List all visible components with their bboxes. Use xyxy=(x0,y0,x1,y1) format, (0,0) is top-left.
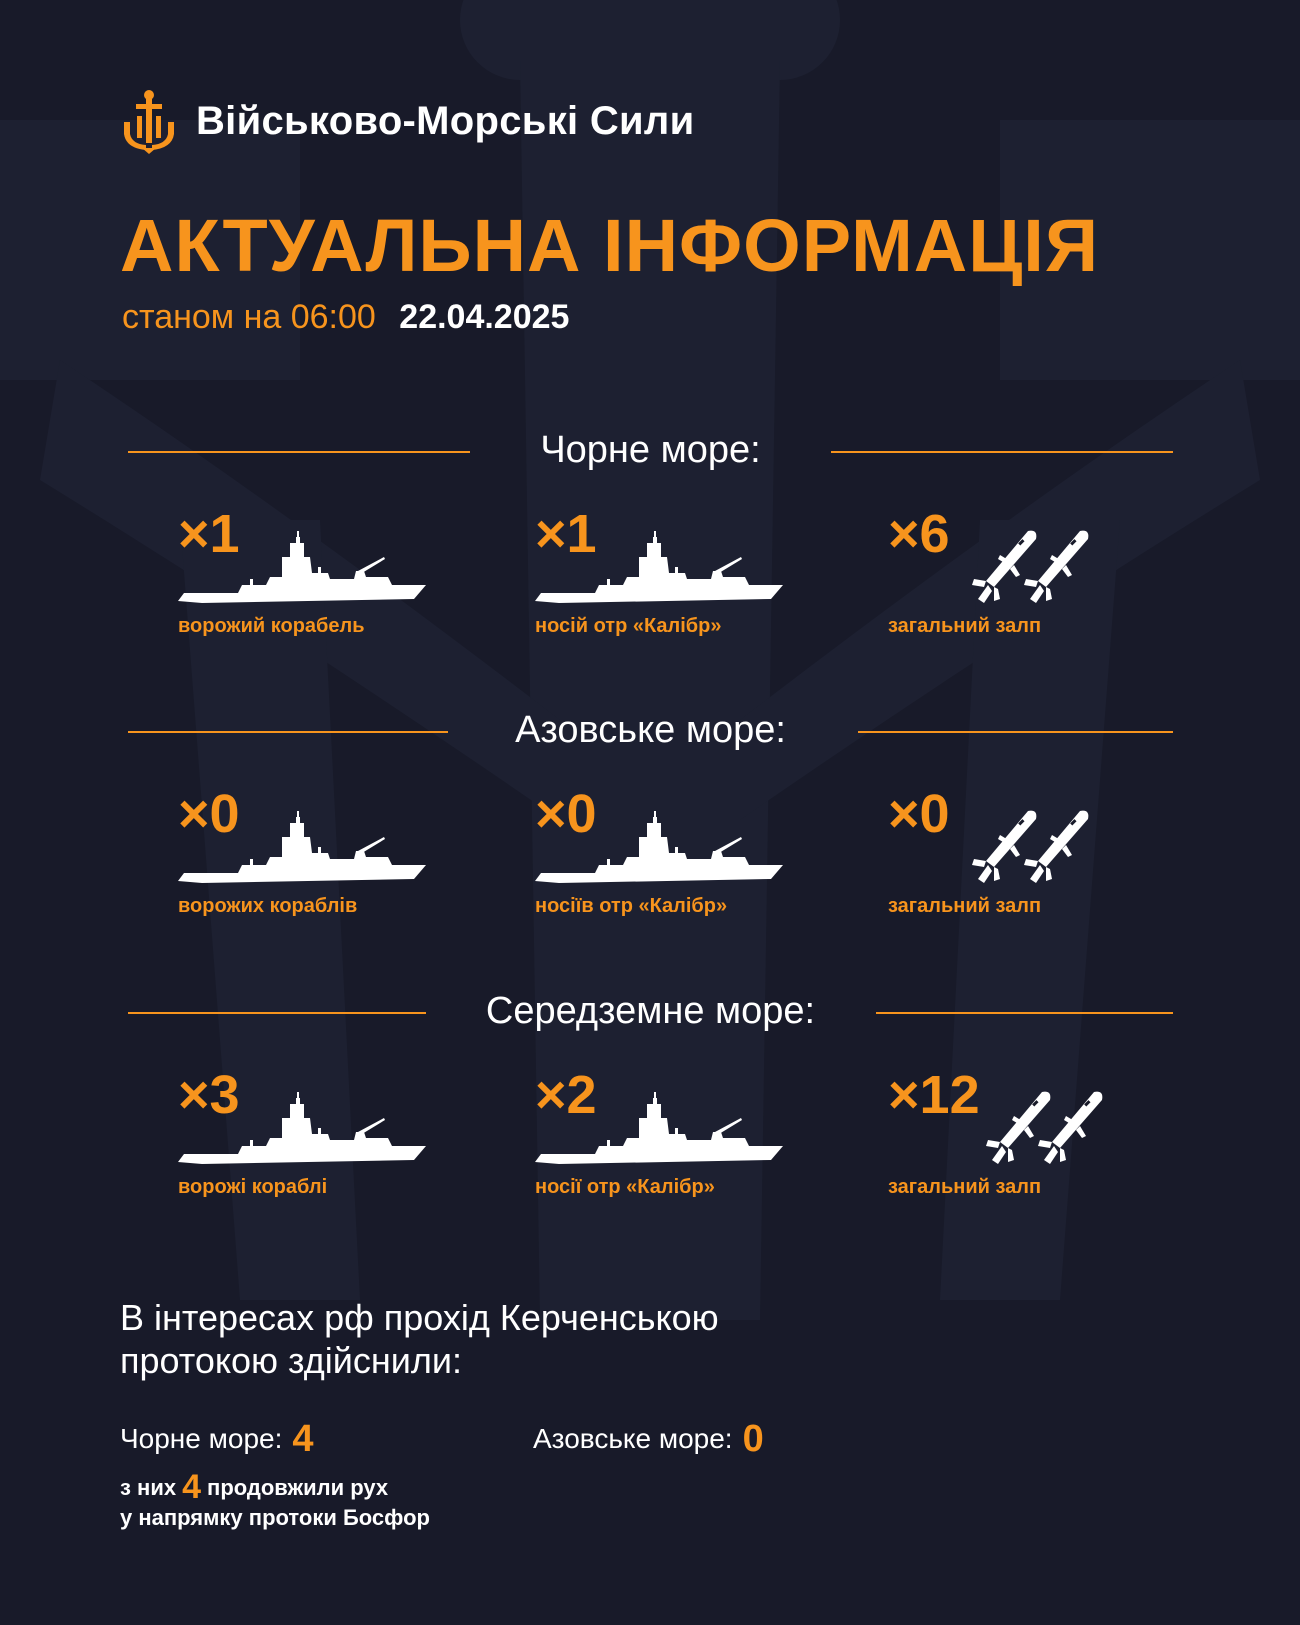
salvo-count: ×12 xyxy=(888,1065,980,1125)
carrier-label: носіїв отр «Калібр» xyxy=(535,895,728,917)
ship-icon xyxy=(535,1092,785,1172)
salvo-mediterranean xyxy=(888,1064,1188,1204)
ships-azov xyxy=(178,783,478,923)
ship-label: ворожих кораблів xyxy=(178,895,358,917)
black-sea-passage xyxy=(120,1418,314,1461)
report-date: 22.04.2025 xyxy=(399,298,570,336)
header xyxy=(120,88,695,154)
ship-icon xyxy=(535,811,785,891)
ship-icon xyxy=(178,1092,428,1172)
as-of-label: станом на 06:00 xyxy=(122,298,376,336)
carriers-azov xyxy=(535,783,835,923)
carrier-label: носії отр «Калібр» xyxy=(535,1176,715,1198)
kerch-text-line2: протокою здійснили: xyxy=(120,1340,462,1381)
note-suffix: продовжили рух xyxy=(207,1475,389,1500)
org-name: Військово-Морські Сили xyxy=(196,98,695,143)
carrier-count: ×1 xyxy=(535,504,597,564)
as-of-line xyxy=(122,298,569,337)
ship-label: ворожі кораблі xyxy=(178,1176,328,1198)
sea-name: Середземне море: xyxy=(485,990,816,1032)
salvo-black xyxy=(888,503,1188,643)
ship-icon xyxy=(535,531,785,611)
salvo-label: загальний залп xyxy=(888,1176,1042,1198)
note-line2: у напрямку протоки Босфор xyxy=(120,1505,430,1530)
ship-count: ×1 xyxy=(178,504,240,564)
sea-name: Азовське море: xyxy=(515,709,786,751)
ship-icon xyxy=(178,811,428,891)
missile-icon xyxy=(984,1066,1114,1166)
ship-icon xyxy=(178,531,428,611)
divider-right xyxy=(831,451,1173,453)
salvo-label: загальний залп xyxy=(888,615,1042,637)
salvo-label: загальний залп xyxy=(888,895,1042,917)
ship-count: ×3 xyxy=(178,1065,240,1125)
carrier-count: ×2 xyxy=(535,1065,597,1125)
carriers-black xyxy=(535,503,835,643)
missile-icon xyxy=(970,505,1100,605)
ships-mediterranean xyxy=(178,1064,478,1204)
note-prefix: з них xyxy=(120,1475,177,1500)
kerch-text-line1: В інтересах рф прохід Керченською xyxy=(120,1297,719,1338)
salvo-azov xyxy=(888,783,1188,923)
anchor-trident-icon xyxy=(120,88,178,154)
black-sea-label: Чорне море: xyxy=(120,1423,283,1454)
azov-sea-value: 0 xyxy=(742,1418,764,1460)
sea-header-black xyxy=(128,427,1173,477)
black-sea-value: 4 xyxy=(292,1418,314,1460)
sea-name: Чорне море: xyxy=(540,429,761,471)
azov-sea-label: Азовське море: xyxy=(533,1423,733,1454)
missile-icon xyxy=(970,785,1100,885)
kerch-text xyxy=(120,1296,920,1382)
carriers-mediterranean xyxy=(535,1064,835,1204)
divider-right xyxy=(858,731,1173,733)
page-title: АКТУАЛЬНА ІНФОРМАЦІЯ xyxy=(120,204,1100,287)
ship-count: ×0 xyxy=(178,784,240,844)
carrier-label: носій отр «Калібр» xyxy=(535,615,722,637)
carrier-count: ×0 xyxy=(535,784,597,844)
ships-black xyxy=(178,503,478,643)
azov-sea-passage xyxy=(533,1418,764,1461)
ship-label: ворожий корабель xyxy=(178,615,365,637)
bosphorus-note xyxy=(120,1468,430,1533)
sea-header-mediterranean xyxy=(128,988,1173,1038)
note-value: 4 xyxy=(182,1468,202,1506)
sea-header-azov xyxy=(128,707,1173,757)
salvo-count: ×0 xyxy=(888,784,950,844)
divider-right xyxy=(876,1012,1173,1014)
salvo-count: ×6 xyxy=(888,504,950,564)
